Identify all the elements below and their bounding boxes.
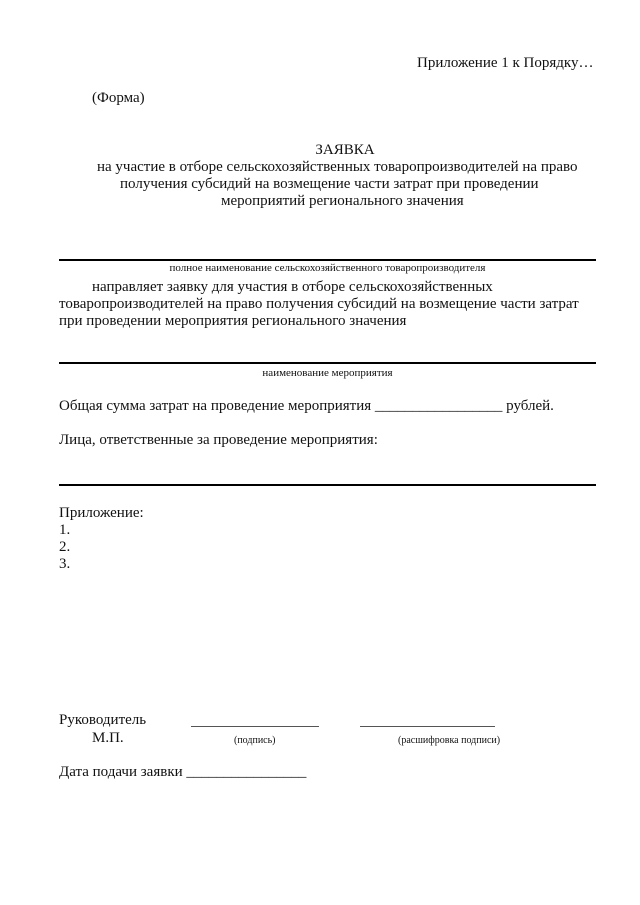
- submission-date-row: [59, 764, 306, 781]
- signature-caption: (подпись): [234, 735, 276, 746]
- event-name-caption: наименование мероприятия: [262, 367, 393, 379]
- form-label: (Форма): [92, 90, 145, 106]
- total-costs-label: Общая сумма затрат на проведение мероприятия: [59, 398, 372, 414]
- attachment-label: Приложение:: [59, 505, 144, 521]
- stamp-label: М.П.: [92, 730, 124, 746]
- producer-body-line-3: при проведении мероприятия регионального значения: [59, 313, 407, 329]
- title-line-1: на участие в отборе сельскохозяйственных товаропроизводителей на право: [97, 159, 578, 175]
- event-name-line: [59, 362, 596, 364]
- responsible-persons-line: [59, 484, 596, 486]
- appendix-reference: Приложение 1 к Порядку…: [417, 55, 594, 71]
- attachment-item-2: 2.: [59, 539, 71, 555]
- producer-body-line-1: направляет заявку для участия в отборе сельскохозяйственных: [92, 279, 493, 295]
- producer-body-line-2: товаропроизводителей на право получения субсидий на возмещение части затрат: [59, 296, 579, 312]
- title-line-2: получения субсидий на возмещение части затрат при проведении: [120, 176, 539, 192]
- signature-line: [191, 726, 319, 727]
- attachment-item-1: 1.: [59, 522, 71, 538]
- submission-date-label: Дата подачи заявки: [59, 764, 183, 780]
- responsible-persons-label: Лица, ответственные за проведение мероприятия:: [59, 432, 378, 448]
- total-costs-unit: рублей.: [506, 398, 554, 414]
- attachment-item-3: 3.: [59, 556, 71, 572]
- head-label: Руководитель: [59, 712, 147, 728]
- submission-date-blank: ________________: [186, 764, 307, 780]
- total-costs-row: [59, 398, 554, 415]
- title-line-3: мероприятий регионального значения: [221, 193, 464, 209]
- producer-name-line: [59, 259, 596, 261]
- signature-decoding-caption: (расшифровка подписи): [398, 735, 501, 746]
- total-costs-blank: _________________: [374, 398, 503, 414]
- signature-decoding-line: [360, 726, 495, 727]
- document-title: ЗАЯВКА: [315, 142, 375, 158]
- producer-name-caption: полное наименование сельскохозяйственного товаропроизводителя: [169, 262, 486, 274]
